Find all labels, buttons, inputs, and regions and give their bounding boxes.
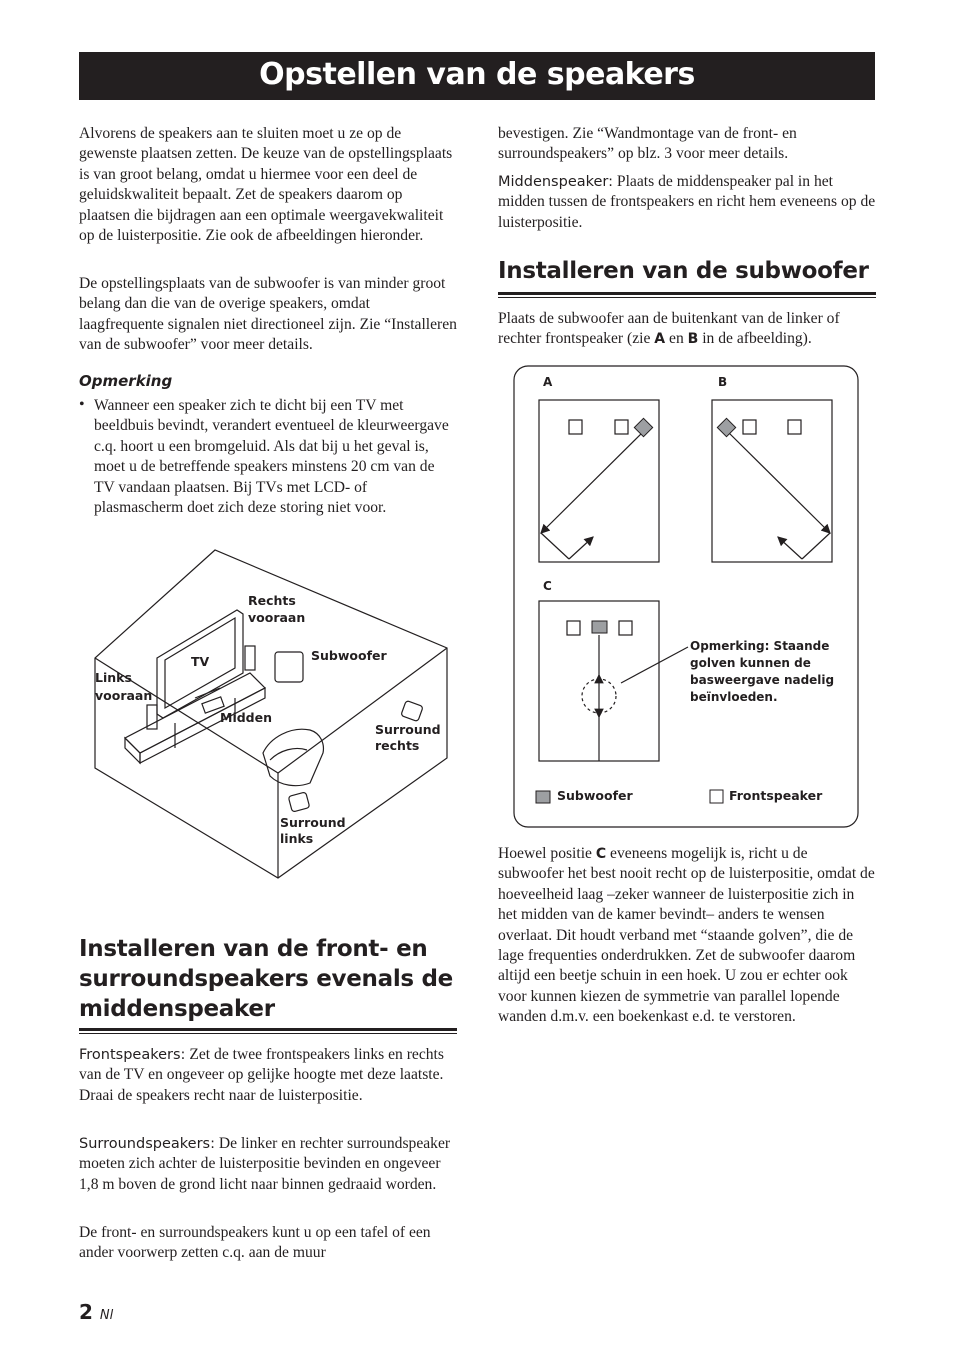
diagram-note-2: golven kunnen de: [690, 656, 811, 670]
surroundspeakers-paragraph: [79, 1134, 457, 1195]
room-a-front-right: [615, 420, 628, 434]
subwoofer-placement-diagram: [513, 365, 859, 828]
section-rule-left: [79, 1028, 457, 1031]
final-text-b: eveneens mogelijk is, richt u de subwoofer het best nooit recht op de luisterpositie, omdat de hoeveelheid laag –zeker wanneer de luisterpositie zich in het midden van de kamer bevindt– anders te wensen overlaat. Dit houdt verband met “staande golven”, die de lage frequenties onderdrukken. Zet de subwoofer daarom altijd een beetje schuin in een hoek. U zou er echter ook voor kunnen kiezen de symmetrie van parallel lopende wanden d.m.v. een boekenkast e.d. te verstoren.: [498, 845, 875, 1026]
page-number: [79, 1300, 113, 1324]
section-heading-subwoofer: Installeren van de subwoofer: [498, 258, 869, 284]
surroundspeakers-text: De linker en rechter surroundspeaker moeten zich achter de luisterpositie bevinden en ongeveer 1,8 m boven de grond licht naar binnen gedraaid worden.: [79, 1135, 451, 1193]
label-midden: Midden: [220, 710, 272, 725]
section-heading-front-surround: [79, 934, 457, 1024]
label-tv: TV: [191, 654, 210, 669]
subwoofer-paragraph: [498, 309, 876, 350]
label-rechts-vooraan-2: vooraan: [248, 610, 306, 625]
bullet-dot: •: [79, 396, 85, 413]
room-b-front-left: [743, 420, 756, 434]
room-c-subwoofer: [592, 621, 607, 633]
section-heading-line-3: middenspeaker: [79, 996, 275, 1022]
section-heading-line-1: Installeren van de front- en: [79, 936, 428, 962]
middenspeaker-text: Plaats de middenspeaker pal in het midden tussen de frontspeakers en richt hem eveneens op de luisterpositie.: [498, 173, 876, 231]
label-subwoofer: Subwoofer: [311, 648, 387, 663]
surround-left-speaker-shape: [288, 792, 310, 812]
room-c-front-left: [567, 621, 580, 635]
label-links-vooraan-2: vooraan: [95, 688, 153, 703]
room-a-subwoofer: [634, 418, 652, 436]
legend-subwoofer-swatch: [536, 791, 550, 803]
middenspeaker-label: Middenspeaker:: [498, 174, 614, 190]
diagram-label-a: A: [543, 375, 553, 389]
intro-paragraph-2: De opstellingsplaats van de subwoofer is van minder groot belang dan die van de overige speakers, omdat laagfrequente signalen niet directioneel zijn. Zie “Installeren van de subwoofer” voor meer details.: [79, 275, 457, 354]
legend-subwoofer-label: Subwoofer: [557, 788, 633, 803]
ref-b: B: [687, 331, 699, 348]
note-heading: Opmerking: [79, 372, 173, 390]
page-title: Opstellen van de speakers: [79, 52, 875, 100]
subwoofer-text-en: en: [665, 330, 688, 348]
surround-right-speaker-shape: [401, 700, 423, 721]
room-c-front-right: [619, 621, 632, 635]
label-surround-links-1: Surround: [280, 815, 346, 830]
diagram-frame: [514, 366, 858, 827]
diagram-note-1: Opmerking: Staande: [690, 639, 830, 653]
label-rechts-vooraan-1: Rechts: [248, 593, 296, 608]
room-b-front-right: [788, 420, 801, 434]
mounting-paragraph: De front- en surroundspeakers kunt u op een tafel of een ander voorwerp zetten c.q. aan de muur: [79, 1224, 431, 1262]
frontspeakers-label: Frontspeakers:: [79, 1047, 186, 1063]
room-b-subwoofer: [717, 418, 735, 436]
room-setup-illustration: [85, 548, 457, 888]
section-rule-right: [498, 292, 876, 295]
label-links-vooraan-1: Links: [95, 670, 132, 685]
subwoofer-shape: [275, 652, 303, 682]
final-text-a: Hoewel positie: [498, 845, 596, 862]
middenspeaker-paragraph: [498, 172, 876, 233]
right-front-speaker-shape: [245, 646, 255, 670]
subwoofer-text-end: in de afbeelding).: [698, 330, 812, 348]
note-bullet-text: Wanneer een speaker zich te dicht bij een TV met beeldbuis bevindt, verandert eventueel de kleurweergave c.q. hoort u een bromgeluid. Als dat bij u het geval is, moet u de betreffende speakers minstens 20 cm van de TV vandaan plaatsen. Bij TVs met LCD- of plasmascherm doet zich deze storing niet voor.: [94, 397, 449, 517]
intro-paragraph-1: Alvorens de speakers aan te sluiten moet u ze op de gewenste plaatsen zetten. De keuze van de opstellingsplaats is van groot belang, omdat u hiermee voor een deel de geluidskwaliteit bepaalt. Zet de speakers daarom op plaatsen die bijdragen aan een optimale weergavekwaliteit op de luisterpositie. Zie ook de afbeeldingen hieronder.: [79, 125, 453, 245]
room-a-front-left: [569, 420, 582, 434]
frontspeakers-paragraph: [79, 1045, 457, 1106]
page-language: Nl: [99, 1308, 114, 1323]
final-paragraph: [498, 844, 876, 1028]
note-bullet: [79, 396, 457, 518]
frontspeakers-text: Zet de twee frontspeakers links en rechts van de TV en ongeveer op gelijke hoogte met deze laatste. Draai de speakers recht naar de luisterpositie.: [79, 1046, 444, 1104]
ref-c: C: [595, 846, 607, 862]
legend-frontspeaker-label: Frontspeaker: [729, 788, 823, 803]
section-heading-line-2: surroundspeakers evenals de: [79, 966, 453, 992]
diagram-note-3: basweergave nadelig: [690, 673, 835, 687]
legend-frontspeaker-swatch: [710, 790, 723, 803]
label-surround-rechts-1: Surround: [375, 722, 441, 737]
label-surround-links-2: links: [280, 831, 314, 846]
diagram-label-c: C: [543, 579, 552, 593]
ref-a: A: [654, 331, 666, 348]
surroundspeakers-label: Surroundspeakers:: [79, 1136, 215, 1152]
diagram-label-b: B: [718, 375, 728, 389]
continuation-paragraph: bevestigen. Zie “Wandmontage van de front- en surroundspeakers” op blz. 3 voor meer details.: [498, 125, 797, 163]
label-surround-rechts-2: rechts: [375, 738, 420, 753]
subwoofer-text-a: Plaats de subwoofer aan de buitenkant van de linker of rechter frontspeaker (zie: [498, 310, 840, 348]
diagram-note-4: beïnvloeden.: [690, 690, 778, 704]
page-number-value: 2: [79, 1300, 93, 1324]
